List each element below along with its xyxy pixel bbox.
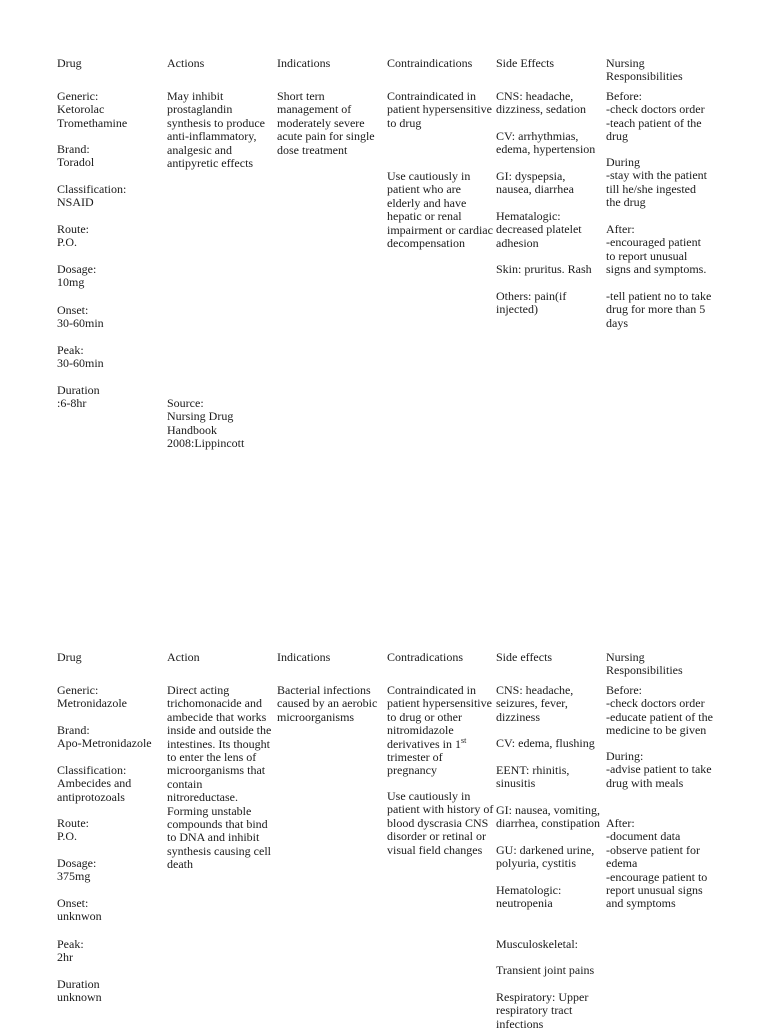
contraindications-main-text: Contraindicated in patient hypersensitive to drug or other nitromidazole derivatives in 1 (387, 683, 492, 751)
source-text: Source: Nursing Drug Handbook 2008:Lippincott (167, 396, 245, 451)
ordinal-superscript: st (460, 735, 467, 745)
side-effect-eent: EENT: rhinitis, sinusitis (496, 763, 570, 791)
nursing-before: Before: -check doctors order -teach patient of the drug (606, 89, 705, 144)
drug-peak: Peak: 30-60min (57, 343, 104, 371)
drug-brand: Brand: Apo-Metronidazole (57, 723, 152, 751)
drug-brand: Brand: Toradol (57, 142, 95, 170)
header-side-effects: Side effects (496, 650, 553, 664)
contraindications-main: Contraindicated in patient hypersensitive to drug (387, 89, 492, 130)
side-effect-cns: CNS: headache, dizziness, sedation (496, 89, 586, 117)
side-effect-gu: GU: darkened urine, polyuria, cystitis (496, 843, 595, 871)
drug-route: Route: P.O. (57, 816, 89, 844)
contraindications-caution: Use cautiously in patient who are elderly and have hepatic or renal impairment or cardiac decompensation (387, 169, 493, 251)
actions-text: May inhibit prostaglandin synthesis to produce anti-inflammatory, analgesic and antipyretic effects (167, 89, 265, 171)
header-actions: Actions (167, 56, 205, 70)
actions-text: Direct acting trichomonacide and ambecide that works inside and outside the intestines. Its thought to enter the lens of microorganisms that contain nitroreductase. Forming unstable compounds that bind to DNA and inhibit synthesis causing cell death (167, 683, 272, 872)
contraindications-main (387, 684, 492, 778)
side-effect-hematologic: Hematologic: neutropenia (496, 883, 562, 911)
nursing-before: Before: -check doctors order -educate patient of the medicine to be given (606, 683, 713, 738)
contraindications-main-text-cont: trimester of pregnancy (387, 750, 443, 778)
header-drug: Drug (57, 56, 82, 70)
indications-text: Bacterial infections caused by an aerobic microorganisms (277, 683, 378, 724)
side-effect-musculoskeletal: Musculoskeletal: (496, 937, 578, 951)
drug-onset: Onset: unknwon (57, 896, 102, 924)
drug-duration: Duration :6-8hr (57, 383, 100, 411)
header-indications: Indications (277, 650, 331, 664)
side-effect-cv: CV: arrhythmias, edema, hypertension (496, 129, 596, 157)
drug-route: Route: P.O. (57, 222, 89, 250)
side-effect-gi: GI: nausea, vomiting, diarrhea, constipation (496, 803, 600, 831)
drug-onset: Onset: 30-60min (57, 303, 104, 331)
header-nursing: Nursing Responsibilities (606, 56, 683, 84)
header-side-effects: Side Effects (496, 56, 555, 70)
side-effect-hematologic: Hematalogic: decreased platelet adhesion (496, 209, 582, 250)
header-drug: Drug (57, 650, 82, 664)
drug-generic: Generic: Ketorolac Tromethamine (57, 89, 128, 130)
header-contraindications: Contradications (387, 650, 463, 664)
drug-classification: Classification: NSAID (57, 182, 127, 210)
contraindications-caution: Use cautiously in patient with history of blood dyscrasia CNS disorder or retinal or visual field changes (387, 789, 494, 857)
nursing-during: During: -advise patient to take drug with meals (606, 749, 712, 790)
nursing-after: After: -encouraged patient to report unusual signs and symptoms. (606, 222, 707, 277)
nursing-after: After: -document data -observe patient for edema -encourage patient to report unusual signs and symptoms (606, 816, 708, 911)
header-indications: Indications (277, 56, 331, 70)
side-effect-respiratory: Respiratory: Upper respiratory tract infections (496, 990, 589, 1031)
side-effect-transient: Transient joint pains (496, 963, 595, 977)
side-effect-cns: CNS: headache, seizures, fever, dizziness (496, 683, 574, 724)
drug-generic: Generic: Metronidazole (57, 683, 127, 711)
header-contraindications: Contraindications (387, 56, 473, 70)
drug-peak: Peak: 2hr (57, 937, 84, 965)
side-effect-cv: CV: edema, flushing (496, 736, 595, 750)
drug-dosage: Dosage: 375mg (57, 856, 97, 884)
drug-dosage: Dosage: 10mg (57, 262, 97, 290)
nursing-during: During -stay with the patient till he/she ingested the drug (606, 155, 707, 210)
header-actions: Action (167, 650, 200, 664)
header-nursing: Nursing Responsibilities (606, 650, 683, 678)
drug-duration: Duration unknown (57, 977, 102, 1005)
side-effect-gi: GI: dyspepsia, nausea, diarrhea (496, 169, 574, 197)
side-effect-skin: Skin: pruritus. Rash (496, 262, 592, 276)
drug-classification: Classification: Ambecides and antiprotozoals (57, 763, 132, 804)
nursing-tell: -tell patient no to take drug for more than 5 days (606, 289, 712, 330)
indications-text: Short tern management of moderately severe acute pain for single dose treatment (277, 89, 375, 157)
side-effect-others: Others: pain(if injected) (496, 289, 567, 317)
